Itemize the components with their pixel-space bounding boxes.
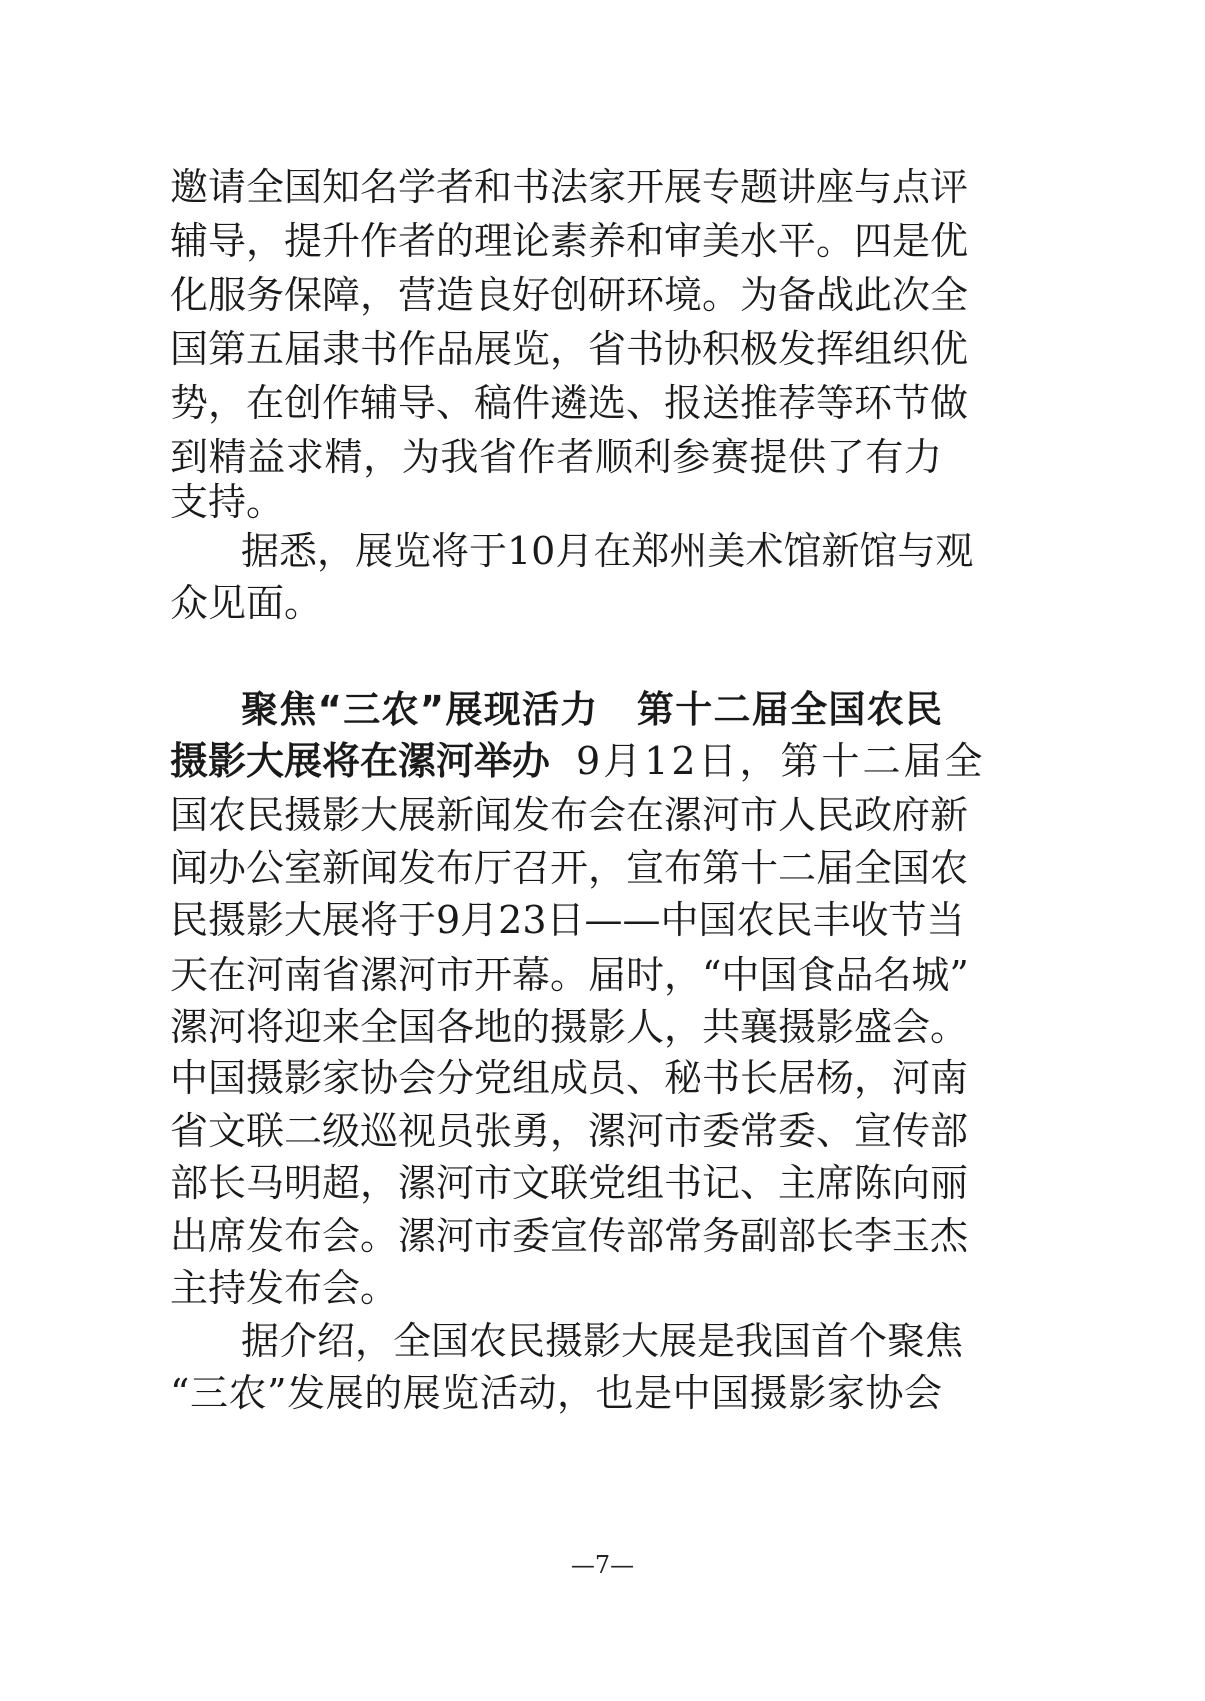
- body-line: 国第五届隶书作品展览，省书协积极发挥组织优: [170, 327, 969, 371]
- article-headline: 聚焦“三农”展现活力 第十二届全国农民: [241, 688, 942, 731]
- body-line: 省文联二级巡视员张勇，漯河市委常委、宣传部: [170, 1109, 969, 1153]
- body-line: 据悉，展览将于10月在郑州美术馆新馆与观: [241, 529, 974, 573]
- body-line: 主持发布会。: [170, 1266, 399, 1310]
- body-line: 中国摄影家协会分党组成员、秘书长居杨，河南: [170, 1056, 969, 1100]
- body-line: 闻办公室新闻发布厅召开，宣布第十二届全国农: [170, 846, 969, 890]
- page-number: —7—: [570, 1551, 635, 1579]
- body-line: 天在河南省漯河市开幕。届时，“中国食品名城”: [170, 953, 969, 997]
- body-line: 漯河将迎来全国各地的摄影人，共襄摄影盛会。: [170, 1005, 969, 1049]
- body-line: 支持。: [170, 480, 285, 524]
- body-line: 众见面。: [170, 581, 323, 625]
- body-line: 民摄影大展将于9月23日——中国农民丰收节当: [170, 898, 965, 942]
- body-line: 邀请全国知名学者和书法家开展专题讲座与点评: [170, 165, 969, 209]
- body-line: 部长马明超，漯河市文联党组书记、主席陈向丽: [170, 1161, 969, 1205]
- body-line: 国农民摄影大展新闻发布会在漯河市人民政府新: [170, 793, 969, 837]
- body-line: 势，在创作辅导、稿件遴选、报送推荐等环节做: [170, 381, 969, 425]
- article-headline-continued: 摄影大展将在漯河举办: [170, 739, 551, 783]
- body-line: 出席发布会。漯河市委宣传部常务副部长李玉杰: [170, 1214, 969, 1258]
- body-line-start: 9月12日，第十二届全: [576, 739, 986, 783]
- body-line: 辅导，提升作者的理论素养和审美水平。四是优: [170, 219, 969, 263]
- body-line: 到精益求精，为我省作者顺利参赛提供了有力: [170, 435, 942, 479]
- body-line: “三农”发展的展览活动，也是中国摄影家协会: [170, 1371, 942, 1415]
- body-line: 化服务保障，营造良好创研环境。为备战此次全: [170, 273, 969, 317]
- headline-and-body-line: [170, 734, 986, 788]
- body-line: 据介绍，全国农民摄影大展是我国首个聚焦: [241, 1319, 964, 1363]
